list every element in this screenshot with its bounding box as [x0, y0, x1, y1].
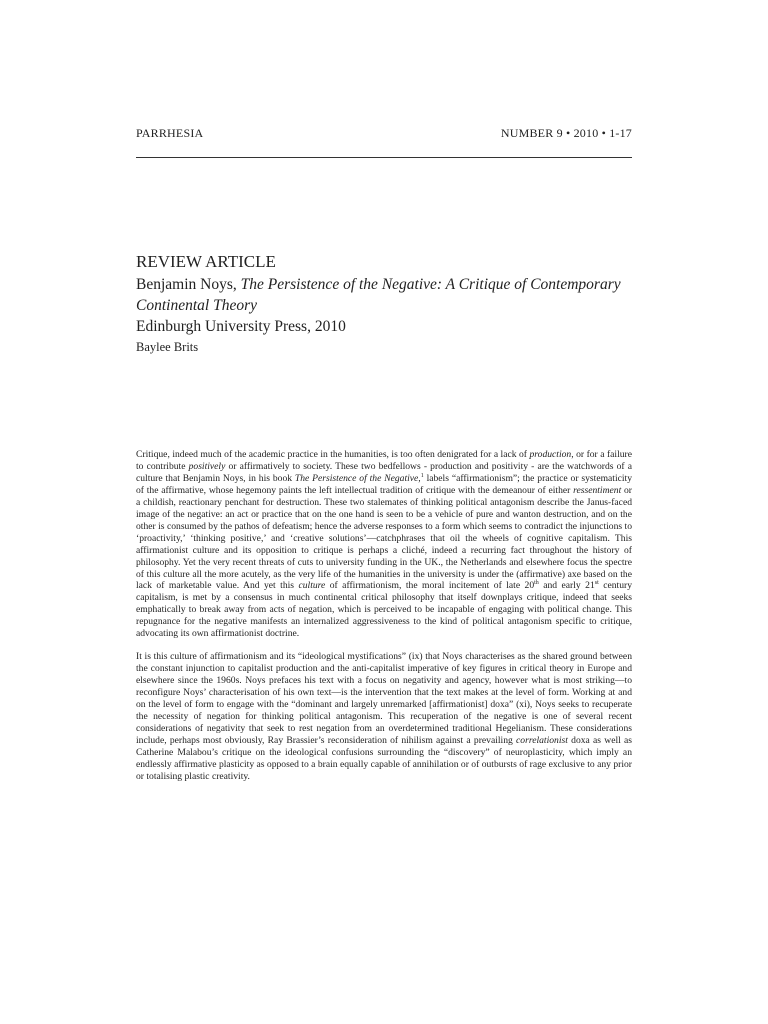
book-publisher: Edinburgh University Press, 2010 [136, 318, 346, 335]
emphasis: correlationist [516, 734, 568, 746]
text-run: of affirmationism, the moral incitement of late 20 [325, 580, 535, 592]
ordinal-suffix: st [594, 580, 599, 587]
text-run: Critique, indeed much of the academic practice in the humanities, is too often denigrated for a lack of [136, 449, 530, 460]
running-header [136, 126, 632, 141]
text-run: century capitalism, is met by a consensus in much continental critical philosophy that itself downplays critique, indeed that seeks emphatically to break away from acts of negation, which is perceived to be incapable of engaging with political change. This repugnance for the negative manifests an internalized aggressiveness to the kind of political antagonism specific to critique, advocating its own affirmationist doctrine. [136, 580, 632, 640]
journal-name: PARRHESIA [136, 126, 204, 140]
header-rule [136, 157, 632, 158]
text-run: It is this culture of affirmationism and its “ideological mystifications” (ix) that Noys characterises as the shared ground between the constant injunction to capitalist production and the anti-capitalist imperative of key figures in critical theory in Europe and elsewhere since the 1960s. Noys prefaces his text with a focus on negativity and agency, however what is most striking—to reconfigure Noys’ characterisation of his own text—is the intervention that the text makes at the level of form. Working at and on the level of form to engage with the “dominant and largely unremarked [affirmationist] doxa” (xi), Noys seeks to recuperate the necessity of negation for thinking political antagonism. This recuperation of the negative is one of several recent considerations of negativity that seek to rest negation from an overdetermined traditional Hegelianism. These considerations include, perhaps most obviously, Ray Brassier’s reconsideration of nihilism against a prevailing [136, 651, 632, 746]
issue-info: NUMBER 9 • 2010 • 1-17 [500, 126, 632, 140]
ordinal-suffix: th [534, 580, 539, 587]
text-run: , or for a failure to contribute [136, 449, 632, 472]
article-body [136, 449, 632, 794]
book-title: The Persistence of the Negative: A Critique of Contemporary Continental Theory [136, 276, 621, 314]
book-citation [136, 274, 636, 316]
emphasis: positively [188, 460, 226, 472]
title-block [136, 252, 636, 355]
emphasis: culture [298, 580, 326, 592]
text-run: doxa as well as Catherine Malabou’s critique on the ideological confusions surrounding the “discovery” of neuroplasticity, which imply an endlessly affirmative plasticity as opposed to a brain equally capable of annihilation or of outbursts of rage exclusive to any prior or totalising plastic creativity. [136, 734, 632, 782]
paragraph-1 [136, 449, 632, 640]
text-run: and early 21 [538, 580, 595, 592]
emphasis: ressentiment [573, 484, 622, 496]
text-run: or affirmatively to society. These two bedfellows - production and positivity - are the watchwords of a culture that Benjamin Noys, in his book [136, 460, 632, 484]
article-type: REVIEW ARTICLE [136, 252, 276, 271]
reviewer-name: Baylee Brits [136, 340, 199, 354]
text-run: or a childish, reactionary penchant for destruction. These two stalemates of thinking political antagonism describe the Janus-faced image of the negative: an act or practice that on the one hand is seen to be a vehicle of pure and wanton destruction, and on the other is consumed by the pathos of defeatism; hence the adverse responses to a form which seems to contradict the injunctions to ‘proactivity,’ ‘thinking positive,’ and ‘creative solutions’—catchphrases that oil the wheels of cognitive capitalism. This affirmationist culture and its opposition to critique is perhaps a cliché, indeed a recurring fact throughout the history of philosophy. Yet the very recent threats of cuts to university funding in the UK., the Netherlands and elsewhere focus the spectre of this culture all the more acutely, as the very life of the humanities in the university is under the (affirmative) axe based on the lack of marketable value. And yet this [136, 484, 632, 592]
text-run: labels “affirmationism”; the practice or systematicity of the affirmative, whose hegemony paints the left intellectual tradition of critique with the demeanour of either [136, 472, 633, 496]
emphasis: production [529, 449, 572, 460]
paragraph-2 [136, 651, 632, 782]
book-author: Benjamin Noys, [136, 276, 241, 293]
footnote-marker: 1 [420, 472, 424, 479]
emphasis: The Persistence of the Negative, [294, 472, 421, 484]
